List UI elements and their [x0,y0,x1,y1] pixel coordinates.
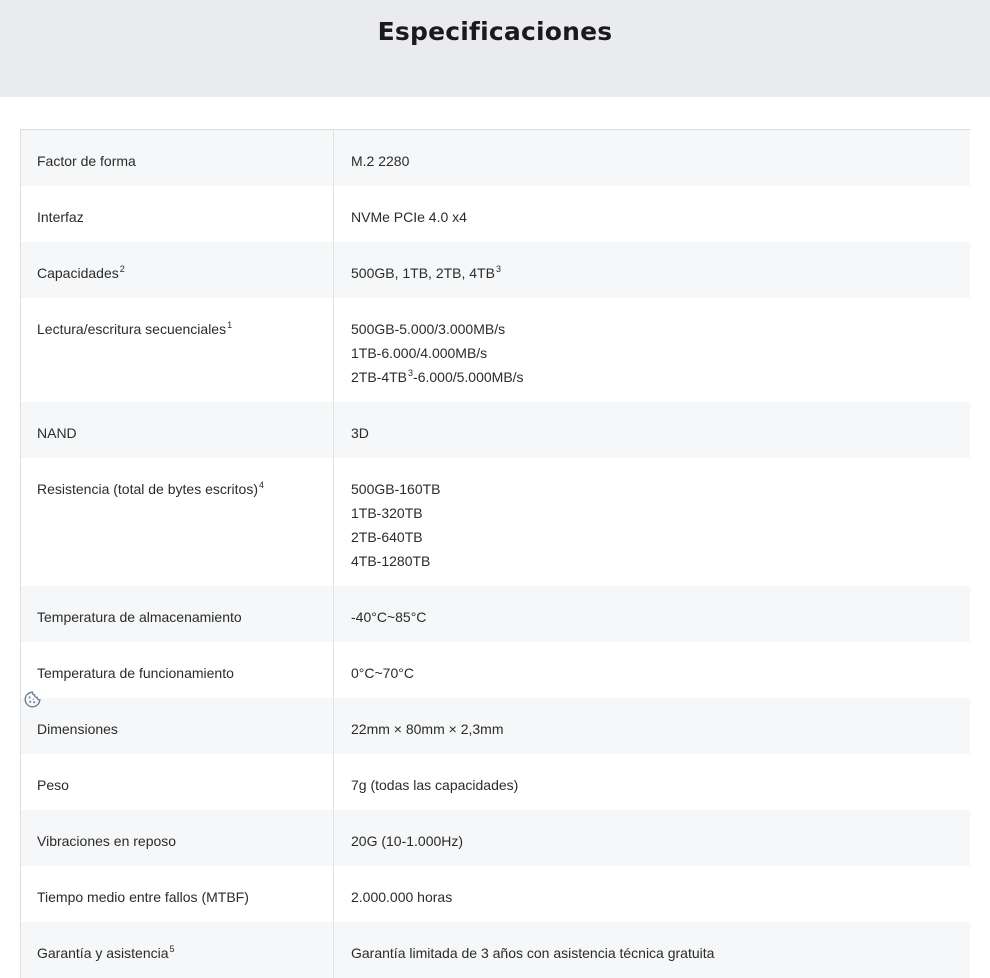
spec-value: NVMe PCIe 4.0 x4 [351,209,467,225]
spec-value: Garantía limitada de 3 años con asistencia técnica gratuita [351,945,715,961]
spec-value: 3D [351,425,369,441]
spec-value: 0°C~70°C [351,665,414,681]
spec-row-vibration [21,810,970,866]
spec-value: 20G (10-1.000Hz) [351,833,464,849]
spec-label: Peso [21,754,334,810]
spec-label: Tiempo medio entre fallos (MTBF) [21,866,334,922]
spec-label: Temperatura de funcionamiento [21,642,334,698]
spec-value-line: 500GB-5.000/3.000MB/s [351,321,506,337]
spec-value [334,458,970,586]
spec-row-capacities [21,242,970,298]
spec-value-line: 2TB-640TB [351,529,423,545]
spec-label: Interfaz [21,186,334,242]
footnote-marker: 5 [169,944,175,954]
spec-value: 2.000.000 horas [351,889,453,905]
spec-row-form-factor [21,130,970,186]
spec-row-warranty [21,922,970,978]
page-title: Especificaciones [377,17,613,46]
specifications-table [20,129,970,978]
spec-value: -40°C~85°C [351,609,427,625]
spec-label: Garantía y asistencia$^5$ [21,922,334,978]
spec-row-operating-temperature [21,642,970,698]
spec-row-mtbf [21,866,970,922]
spec-row-interface [21,186,970,242]
spec-label: Vibraciones en reposo [21,810,334,866]
spec-row-nand [21,402,970,458]
page-header [0,0,990,97]
spec-label: Dimensiones [21,698,334,754]
spec-row-weight [21,754,970,810]
footnote-marker: 4 [258,480,264,490]
spec-value: 22mm × 80mm × 2,3mm [351,721,504,737]
spec-row-dimensions [21,698,970,754]
spec-value-line: 4TB-1280TB [351,553,431,569]
spec-label: Resistencia (total de bytes escritos)$^4$ [21,458,334,586]
spec-row-endurance [21,458,970,586]
spec-value: M.2 2280 [351,153,410,169]
spec-label: NAND [21,402,334,458]
spec-value-line: $2TB-4TB^3-6.000/5.000MB/s$ [351,368,524,385]
cookie-icon [24,691,41,708]
spec-value-line: 1TB-6.000/4.000MB/s [351,345,488,361]
spec-value [334,298,970,402]
footnote-marker: 1 [227,320,233,330]
spec-label: Capacidades$^2$ [21,242,334,298]
cookie-settings-button[interactable] [23,690,41,708]
footnote-marker: 2 [119,264,125,274]
footnote-marker: 3 [495,264,501,274]
spec-value-line: 500GB-160TB [351,481,441,497]
spec-label: Factor de forma [21,130,334,186]
spec-value-line: 1TB-320TB [351,505,423,521]
footnote-marker: 3 [408,368,414,378]
spec-value: 7g (todas las capacidades) [351,777,519,793]
spec-label: Lectura/escritura secuenciales$^1$ [21,298,334,402]
spec-value: 500GB, 1TB, 2TB, $4TB^3$ [351,264,501,281]
spec-row-sequential-read-write [21,298,970,402]
spec-label: Temperatura de almacenamiento [21,586,334,642]
spec-row-storage-temperature [21,586,970,642]
